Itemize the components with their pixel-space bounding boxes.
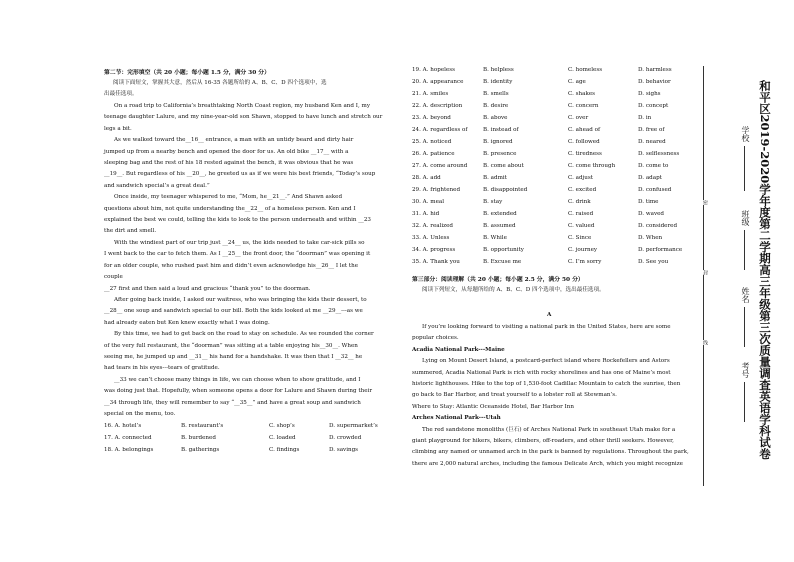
option-row (412, 259, 694, 271)
option-b: B. above (483, 115, 508, 121)
option-d: D. waved (638, 211, 665, 217)
option-c: C. age (568, 79, 586, 85)
option-a: 34. A. progress (412, 247, 456, 253)
option-d: D. considered (638, 223, 678, 229)
option-c: C. journey (568, 247, 598, 253)
option-b: B. ignored (483, 139, 513, 145)
option-c: C. shop’s (269, 423, 295, 429)
option-d: D. come to (638, 163, 669, 169)
passage-line: and sandwich special’s a great deal.” (104, 182, 210, 189)
option-d: D. See you (638, 259, 669, 265)
class-underline[interactable] (744, 230, 745, 270)
passage-line: had already eaten but Ken knew exactly what I was doing. (104, 319, 270, 326)
passage-line: On a road trip to California’s breathtaking North Coast region, my husband Ken and I, my (114, 103, 370, 109)
passage-line: special on the menu, too. (104, 410, 176, 417)
option-c: C. valued (568, 223, 595, 229)
option-b: B. disappointed (483, 187, 528, 193)
option-b: B. Excuse me (483, 259, 522, 265)
option-row (412, 163, 694, 175)
seal-char: 密 (702, 200, 708, 205)
passage-line: for an older couple, who rushed past him and didn’t even acknowledge his__26__ I let the (104, 262, 359, 269)
option-b: B. come about (483, 163, 524, 169)
option-a: 24. A. regardless of (412, 127, 468, 133)
option-d: D. supermarket’s (329, 423, 378, 429)
passage-line: By this time, we had to get back on the road to stay on schedule. As we rounded the corner (114, 331, 374, 338)
option-a: 26. A. patience (412, 151, 455, 157)
option-d: D. in (638, 115, 652, 121)
passage-line: legs a bit. (104, 125, 132, 132)
option-row (412, 115, 694, 127)
name-underline[interactable] (744, 307, 745, 347)
option-d: D. concept (638, 103, 669, 109)
option-c: C. concern (568, 103, 599, 109)
option-b: B. assumed (483, 223, 516, 229)
option-d: D. adapt (638, 175, 662, 181)
option-a: 30. A. meal (412, 199, 445, 205)
option-c: C. over (568, 115, 589, 121)
option-c: C. drink (568, 199, 591, 205)
instruction-line-2: 出最佳选项。 (104, 91, 138, 97)
option-a: 23. A. beyond (412, 115, 451, 121)
option-d: D. savings (329, 447, 359, 453)
passage-line: climbing any named or unnamed arch in the park is banned by regulations. Throughout the park, (412, 449, 689, 456)
option-a: 17. A. connected (104, 435, 152, 441)
option-d: D. performance (638, 247, 683, 253)
option-a: 29. A. frightened (412, 187, 461, 193)
passage-line: __19__. But regardless of his __20__, he greeted us as if we were his best friends, “Today’s soup (104, 171, 376, 178)
option-row (412, 247, 694, 259)
option-a: 28. A. add (412, 175, 441, 181)
option-d: D. neared (638, 139, 666, 145)
passage-line: couple (104, 274, 123, 281)
option-row (412, 211, 694, 223)
number-underline[interactable] (744, 382, 745, 422)
option-c: C. adjust (568, 175, 594, 181)
park-heading: Arches National Park---Utah (412, 415, 501, 422)
option-a: 22. A. description (412, 103, 463, 109)
passage-line: go back to Bar Harbor, and treat yourself to a lobster roll at Stewman’s. (412, 392, 617, 399)
option-c: C. ahead of (568, 127, 601, 133)
passage-line: seeing me, he jumped up and __31__ his hand for a handshake. It was then that I __32__ he (104, 353, 363, 360)
option-d: D. time (638, 199, 659, 205)
option-c: C. excited (568, 187, 597, 193)
option-a: 21. A. smiles (412, 91, 449, 97)
seal-char: 线 (702, 340, 708, 345)
option-b: B. restaurant’s (181, 423, 224, 429)
option-a: 19. A. hopeless (412, 67, 455, 73)
class-label: 班级 (741, 210, 750, 226)
option-a: 25. A. noticed (412, 139, 452, 145)
passage-line: jumped up from a nearby bench and opened the door for us. An old bike __17__ with a (104, 148, 349, 155)
passage-line: sleeping bag and the rest of his 18 rested against the bench, it was obvious that he was (104, 160, 354, 167)
option-c: C. shakes (568, 91, 596, 97)
option-c: C. findings (269, 447, 300, 453)
part-three-instruction: 阅读下列短文，从每题所给的 A、B、C、D 四个选项中，选出最佳选项。 (422, 287, 605, 293)
option-a: 33. A. Unless (412, 235, 450, 241)
option-b: B. smells (483, 91, 509, 97)
option-row (412, 199, 694, 211)
option-c: C. tiredness (568, 151, 602, 157)
option-row (412, 91, 694, 103)
passage-line: teenage daughter Lalure, and my nine-year-old son Shawn, stopped to have lunch and stretch our (104, 114, 383, 121)
option-b: B. stay (483, 199, 503, 205)
option-row (412, 67, 694, 79)
passage-line: historic lighthouses. Hike to the top of 1,530-foot Cadillac Mountain to catch the sunrise, then (412, 381, 681, 388)
option-d: D. sighs (638, 91, 661, 97)
passage-line: __28__ one soup and sandwich special to our bill. Both the kids looked at me __29__---as we (104, 308, 363, 315)
option-b: B. instead of (483, 127, 519, 133)
passage-line: was doing just that. Hopefully, when someone opens a door for Lalure and Shawn during their (104, 388, 372, 395)
option-c: C. homeless (568, 67, 603, 73)
passage-line: As we walked toward the__16__ entrance, a man with an untidy beard and dirty hair (114, 137, 354, 144)
exam-title: 和平区2019-2020学年度第二学期高三年级第三次质量调查英语学科试卷 (758, 80, 772, 460)
option-row (412, 223, 694, 235)
passage-line: I went back to the car to fetch them. As I __25__ the front door, the “doorman” was opening it (104, 251, 371, 258)
passage-line: Once inside, my teenager whispered to me, “Mom, he__21__.” And Shawn asked (114, 194, 343, 201)
option-a: 18. A. belongings (104, 447, 154, 453)
park-heading: Acadia National Park---Maine (412, 346, 505, 353)
section-title: 第二节：完形填空（共 20 小题；每小题 1.5 分，满分 30 分） (104, 70, 270, 76)
passage-line: With the windiest part of our trip just __24__ us, the kids needed to take car-sick pills so (114, 239, 365, 246)
option-a: 35. A. Thank you (412, 259, 460, 265)
passage-line: __33 we can’t choose many things in life, we can choose when to show gratitude, and I (114, 376, 361, 383)
option-b: B. opportunity (483, 247, 524, 253)
school-label: 学校 (741, 126, 750, 142)
option-a: 32. A. realized (412, 223, 454, 229)
passage-line: the dirt and smell. (104, 228, 157, 235)
passage-line: If you’re looking forward to visiting a national park in the United States, here are some (422, 324, 671, 330)
option-b: B. admit (483, 175, 507, 181)
option-c: C. I’m sorry (568, 259, 602, 265)
reading-passage (412, 322, 694, 470)
passage-line: Where to Stay: Atlantic Oceanside Hotel, Bar Harbor Inn (412, 403, 574, 410)
option-row (104, 423, 400, 435)
passage-line: questions about him, not quite understanding the__22__ of a homeless person. Ken and I (104, 205, 356, 212)
options-right (412, 67, 694, 271)
option-d: D. When (638, 235, 663, 241)
option-row (104, 447, 400, 459)
passage-line: giant playground for hikers, bikers, climbers, off-roaders, and other thrill seekers. However, (412, 438, 674, 445)
option-a: 20. A. appearance (412, 79, 464, 85)
option-b: B. burdened (181, 435, 216, 441)
option-row (412, 175, 694, 187)
option-c: C. followed (568, 139, 600, 145)
cloze-passage (104, 101, 400, 420)
option-b: B. extended (483, 211, 517, 217)
passage-line: of the very full restaurant, the “doorman” was sitting at a table enjoying his__30__. When (104, 342, 358, 349)
option-a: 16. A. hotel’s (104, 423, 142, 429)
option-row (412, 127, 694, 139)
option-b: B. presence (483, 151, 517, 157)
option-c: C. come through (568, 163, 616, 169)
passage-line: The red sandstone monoliths (巨石) of Arches National Park in southeast Utah make for a (422, 426, 676, 433)
option-b: B. While (483, 235, 507, 241)
options-left (104, 423, 400, 459)
option-b: B. identity (483, 79, 513, 85)
number-label: 考号 (741, 362, 750, 378)
passage-line: Lying on Mount Desert Island, a postcard-perfect island where Rockefellers and Astors (422, 358, 670, 365)
option-d: D. confused (638, 187, 672, 193)
option-row (412, 151, 694, 163)
option-d: D. free of (638, 127, 665, 133)
option-c: C. raised (568, 211, 594, 217)
name-label: 姓名 (741, 287, 750, 303)
option-a: 31. A. hid (412, 211, 440, 217)
option-d: D. crowded (329, 435, 362, 441)
passage-line: had tears in his eyes---tears of gratitude. (104, 365, 220, 372)
passage-line: summered, Acadia National Park is rich with rocky shorelines and has one of Maine’s most (412, 369, 671, 376)
passage-label: A (547, 312, 552, 318)
option-row (412, 103, 694, 115)
option-c: C. Since (568, 235, 592, 241)
school-underline[interactable] (744, 146, 745, 191)
option-b: B. helpless (483, 67, 514, 73)
instruction-line-1: 阅读下面短文，掌握其大意，然后从 16-35 各题所给的 A、B、C、D 四个选项中，选 (113, 80, 327, 86)
passage-line: After going back inside, I asked our waitress, who was bringing the kids their dessert, to (114, 296, 367, 303)
option-b: B. gatherings (181, 447, 220, 453)
seal-line (703, 66, 704, 486)
part-three-title: 第三部分：阅读理解（共 20 小题；每小题 2.5 分，满分 50 分） (412, 277, 584, 283)
option-row (412, 235, 694, 247)
option-d: D. selflessness (638, 151, 680, 157)
option-row (412, 139, 694, 151)
option-a: 27. A. come around (412, 163, 468, 169)
option-d: D. harmless (638, 67, 672, 73)
option-row (412, 187, 694, 199)
seal-char: 封 (702, 270, 708, 275)
option-b: B. desire (483, 103, 509, 109)
passage-line: there are 2,000 natural arches, including the famous Delicate Arch, which you might recognize (412, 460, 683, 467)
passage-line: popular choices. (412, 335, 459, 342)
option-d: D. behavior (638, 79, 671, 85)
passage-line: __34 through life, they will remember to say “__35__” and have a great soup and sandwich (104, 399, 361, 406)
option-row (412, 79, 694, 91)
option-c: C. loaded (269, 435, 296, 441)
passage-line: __27 first and then said a loud and gracious “thank you” to the doorman. (104, 285, 311, 292)
option-row (104, 435, 400, 447)
passage-line: explained the best we could, telling the kids to look to the person underneath and within __23 (104, 217, 371, 224)
